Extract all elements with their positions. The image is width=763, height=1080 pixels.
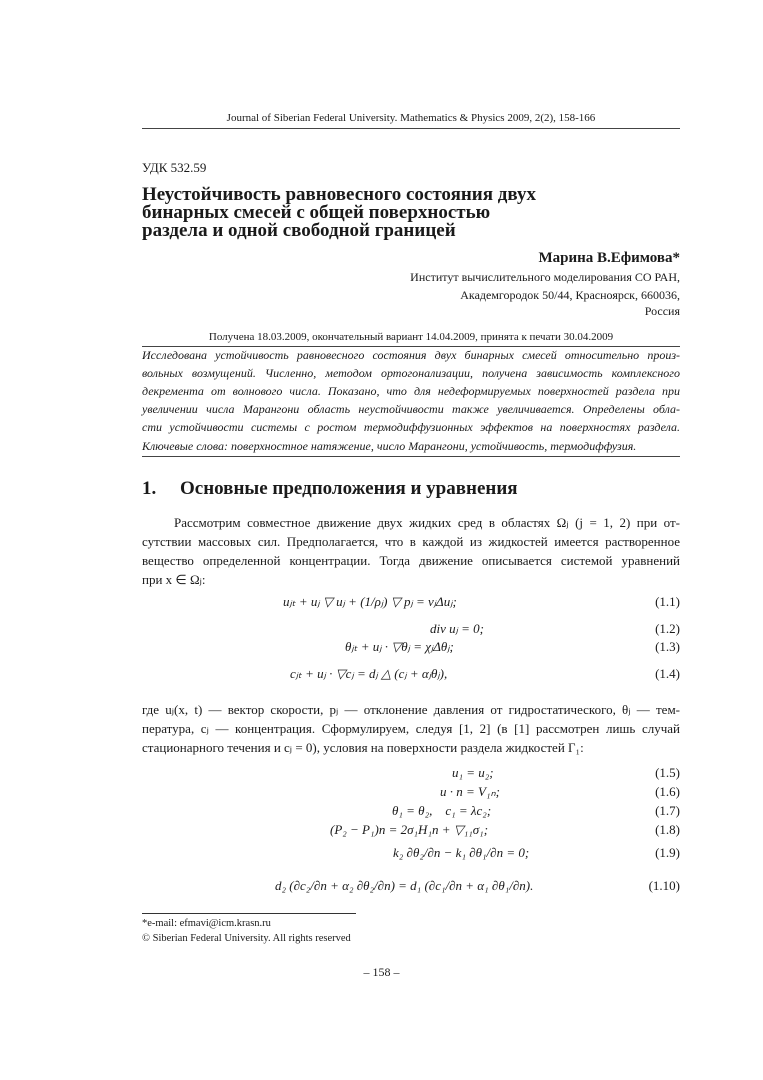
equation: k₂ ∂θ₂/∂n − k₁ ∂θ₁/∂n = 0; <box>393 845 530 860</box>
abstract-top-rule <box>142 346 680 347</box>
section-title: Основные предположения и уравнения <box>180 478 518 499</box>
footnote-rule <box>142 913 356 914</box>
abstract-line: вольных возмущений. Численно, методом ортогонализации, получена зависимость комплексного <box>142 366 680 380</box>
equation-number: (1.5) <box>655 765 680 780</box>
author-name: Марина В.Ефимова* <box>538 250 680 266</box>
paragraph-line: при x ∈ Ωⱼ: <box>142 572 206 587</box>
equation: θⱼₜ + uⱼ · ▽θⱼ = χⱼΔθⱼ; <box>345 639 454 654</box>
paragraph-line: где uⱼ(x, t) — вектор скорости, pⱼ — отклонение давления от гидростатического, θⱼ — тем- <box>142 702 680 717</box>
paragraph-line: вещество определенной концентрации. Тогда движение описывается системой уравнений <box>142 553 680 568</box>
title-line: Неустойчивость равновесного состояния двух <box>142 184 536 205</box>
abstract-line: сти устойчивости системы с ростом термодиффузионных эффектов на поверхностях раздела. <box>142 420 680 434</box>
journal-header: Journal of Siberian Federal University. Mathematics & Physics 2009, 2(2), 158-166 <box>226 112 596 124</box>
title-line: бинарных смесей с общей поверхностью <box>142 202 491 223</box>
equation-number: (1.7) <box>655 803 680 818</box>
equation: div uⱼ = 0; <box>430 621 485 636</box>
equation-number: (1.3) <box>655 639 680 654</box>
keywords: Ключевые слова: поверхностное натяжение, число Марангони, устойчивость, термодиффузия. <box>142 439 637 453</box>
footnote-email: *e-mail: efmavi@icm.krasn.ru <box>142 918 271 929</box>
copyright-notice: © Siberian Federal University. All rights reserved <box>142 933 351 944</box>
equation-number: (1.4) <box>655 666 680 681</box>
section-heading <box>142 478 518 500</box>
abstract-line: декремента от волнового числа. Показано, что для недеформируемых поверхностей раздела при <box>142 384 680 398</box>
udk-code: УДК 532.59 <box>142 160 207 175</box>
affiliation-line: Институт вычислительного моделирования СО РАН, <box>410 270 680 284</box>
header-rule <box>142 128 680 129</box>
affiliation-line: Академгородок 50/44, Красноярск, 660036, <box>460 288 680 302</box>
equation-number: (1.2) <box>655 621 680 636</box>
equation-number: (1.8) <box>655 822 680 837</box>
page-number: – 158 – <box>363 965 400 979</box>
paragraph-line: пература, cⱼ — концентрация. Сформулируем, следуя [1, 2] (в [1] рассмотрен лишь случай <box>142 721 680 736</box>
affiliation-line: Россия <box>644 304 680 318</box>
abstract-bottom-rule <box>142 456 680 457</box>
received-dates: Получена 18.03.2009, окончательный вариант 14.04.2009, принята к печати 30.04.2009 <box>208 331 614 343</box>
equation: u₁ = u₂; <box>452 765 494 780</box>
equation-number: (1.10) <box>648 878 680 893</box>
section-number: 1. <box>142 478 157 499</box>
abstract-line: увеличении числа Марангони область неустойчивости также увеличивается. Определены обла- <box>142 402 680 416</box>
paragraph-line: стационарного течения и cⱼ = 0), условия на поверхности раздела жидкостей Γ₁: <box>142 740 584 755</box>
equation-number: (1.6) <box>655 784 680 799</box>
equation: d₂ (∂c₂/∂n + α₂ ∂θ₂/∂n) = d₁ (∂c₁/∂n + α₁ ∂θ₁/∂n). <box>275 878 534 893</box>
equation-number: (1.1) <box>655 594 680 609</box>
equation: cⱼₜ + uⱼ · ▽cⱼ = dⱼ △ (cⱼ + αⱼθⱼ), <box>290 666 448 681</box>
equation: uⱼₜ + uⱼ ▽ uⱼ + (1/ρⱼ) ▽ pⱼ = νⱼΔuⱼ; <box>283 594 457 609</box>
equation: θ₁ = θ₂, c₁ = λc₂; <box>392 803 492 818</box>
paragraph-line: Рассмотрим совместное движение двух жидких сред в областях Ωⱼ (j = 1, 2) при от- <box>174 515 680 530</box>
equation: u · n = V₁ₙ; <box>440 784 500 799</box>
equation-number: (1.9) <box>655 845 680 860</box>
paragraph-line: сутствии массовых сил. Предполагается, что в каждой из жидкостей имеется растворенное <box>142 534 680 549</box>
title-line: раздела и одной свободной границей <box>142 220 456 241</box>
equation: (P₂ − P₁)n = 2σ₁H₁n + ▽₁₁σ₁; <box>330 822 489 837</box>
abstract-line: Исследована устойчивость равновесного состояния двух бинарных смесей относительно произ- <box>142 348 680 362</box>
